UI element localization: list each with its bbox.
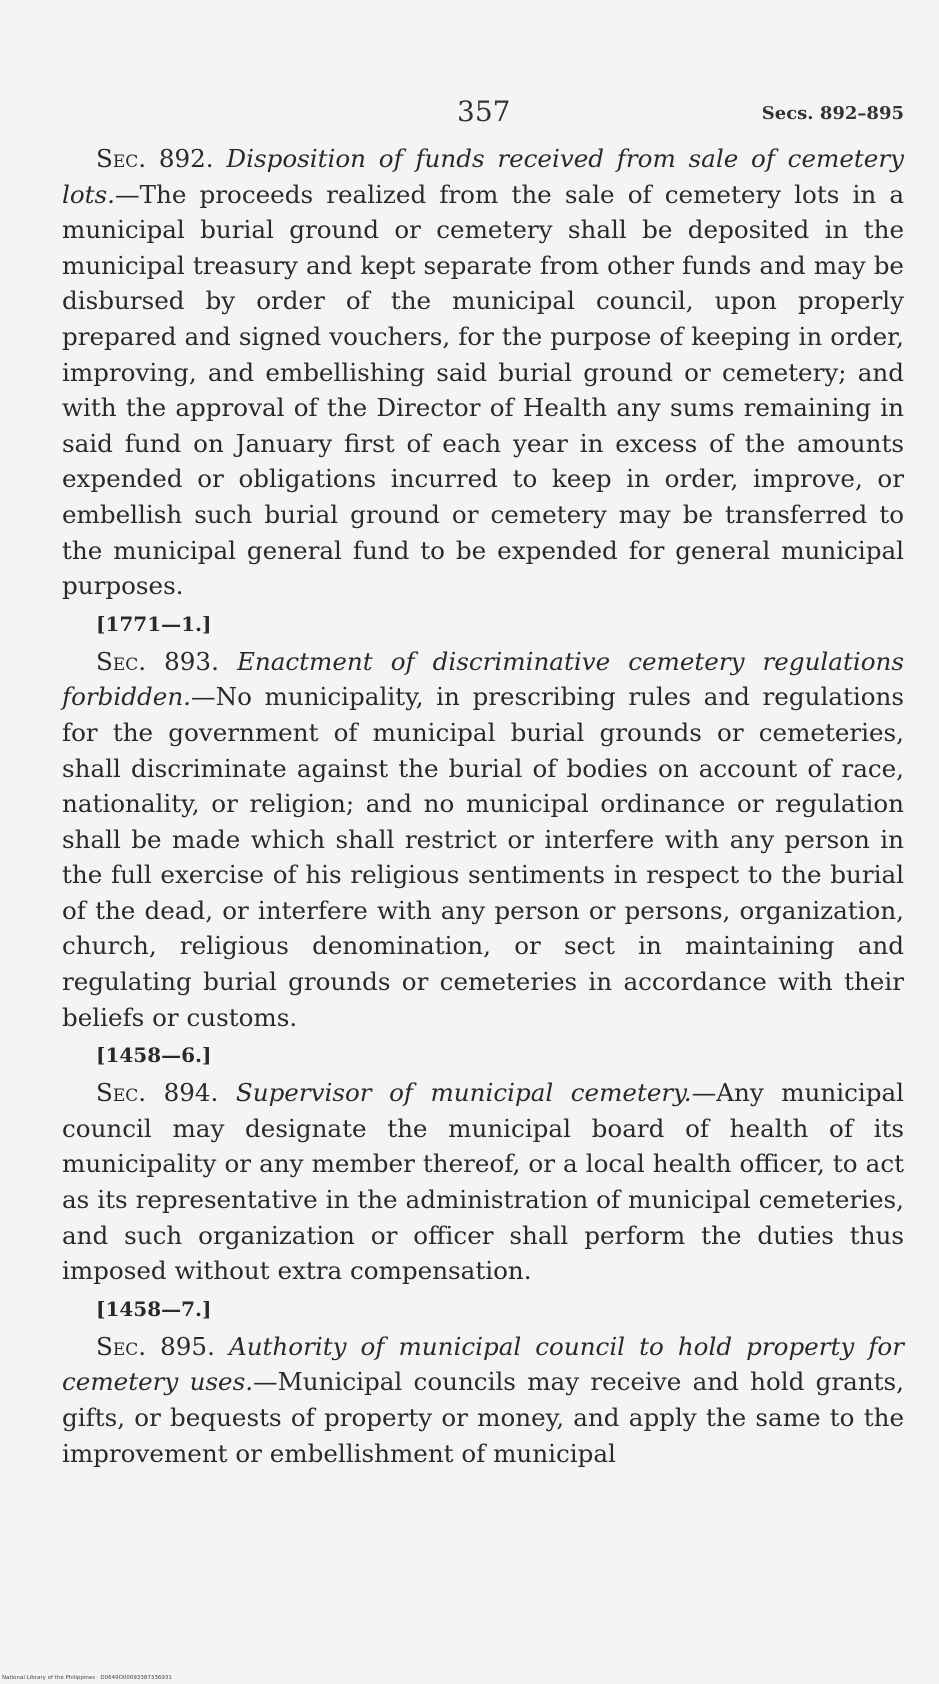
section-title: Enactment of discriminative cemetery regulations forbidden.: [62, 646, 904, 712]
section-label: Sec. 893.: [96, 646, 219, 676]
section-text: —The proceeds realized from the sale of cemetery lots in a municipal burial ground or cemetery shall be deposited in the municipal treasury and kept separate from other funds and may be disbursed by order of the municipal council, upon properly prepared and signed vouchers, for the purpose of keeping in order, improving, and embellishing said burial ground or cemetery; and with the approval of the Director of Health any sums remaining in said fund on January first of each year in excess of the amounts expended or obligations incurred to keep in order, improve, or embellish such burial ground or cemetery may be transferred to the municipal general fund to be expended for general municipal purposes.: [62, 179, 904, 601]
section-892: [62, 141, 904, 604]
citation: [1458—7.]: [96, 1296, 212, 1321]
section-text: —Municipal councils may receive and hold grants, gifts, or bequests of property or money, and apply the same to the improvement or embellishment of municipal: [62, 1367, 904, 1468]
section-895: [62, 1329, 904, 1471]
section-label: Sec. 894.: [96, 1078, 219, 1108]
section-label: Sec. 895.: [96, 1331, 215, 1361]
body-text: [62, 141, 904, 1471]
section-893: [62, 644, 904, 1036]
section-title: Disposition of funds received from sale of cemetery lots.: [62, 144, 904, 209]
section-range: Secs. 892–895: [761, 103, 904, 124]
section-text: —Any municipal council may designate the municipal board of health of its municipality or any member thereof, or a local health officer, to act as its representative in the administration of municipal cemeteries, and such organization or officer shall perform the duties thus imposed without extra compensation.: [62, 1078, 904, 1286]
page-header: [62, 95, 904, 141]
page-number: 357: [457, 95, 511, 128]
scan-footer: National Library of the Philippines · D0649O00093387336931: [2, 1675, 172, 1681]
section-label: Sec. 892.: [96, 144, 214, 173]
section-text: —No municipality, in prescribing rules and regulations for the government of municipal burial grounds or cemeteries, shall discriminate against the burial of bodies on account of race, nationality, or religion; and no municipal ordinance or regulation shall be made which shall restrict or interfere with any person in the full exercise of his religious sentiments in respect to the burial of the dead, or interfere with any person or persons, organization, church, religious denomination, or sect in maintaining and regulating burial grounds or cemeteries in accordance with their beliefs or customs.: [62, 682, 904, 1032]
section-894: [62, 1075, 904, 1289]
citation: [1771—1.]: [96, 611, 212, 636]
citation: [1458—6.]: [96, 1043, 212, 1068]
section-title: Authority of municipal council to hold property for cemetery uses.: [62, 1331, 904, 1397]
document-page: [62, 95, 904, 1471]
section-title: Supervisor of municipal cemetery.: [235, 1078, 692, 1108]
